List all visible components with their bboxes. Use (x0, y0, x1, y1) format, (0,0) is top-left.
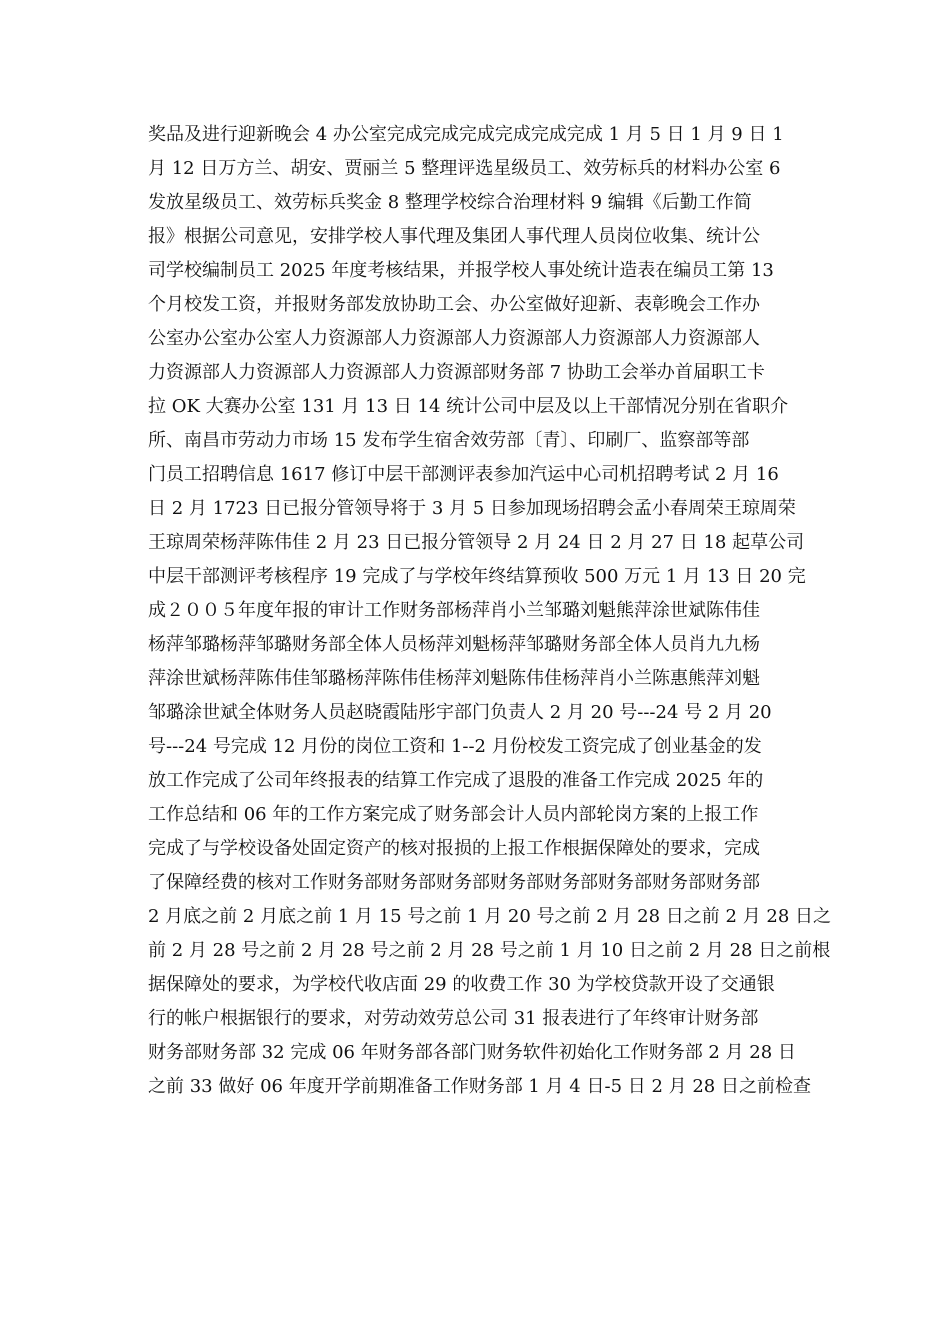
text-line: 杨萍邹璐杨萍邹璐财务部全体人员杨萍刘魁杨萍邹璐财务部全体人员肖九九杨 (148, 634, 760, 655)
text-line: 司学校编制员工 2025 年度考核结果，并报学校人事处统计造表在编员工第 13 (148, 260, 774, 281)
text-line: 号---24 号完成 12 月份的岗位工资和 1--2 月份校发工资完成了创业基金的发 (148, 736, 762, 757)
text-line: 王琼周荣杨萍陈伟佳 2 月 23 日已报分管领导 2 月 24 日 2 月 27 日 18 起草公司 (148, 532, 805, 553)
text-line: 放工作完成了公司年终报表的结算工作完成了退股的准备工作完成 2025 年的 (148, 770, 764, 791)
text-line: 报》根据公司意见，安排学校人事代理及集团人事代理人员岗位收集、统计公 (148, 226, 760, 247)
text-line: 工作总结和 06 年的工作方案完成了财务部会计人员内部轮岗方案的上报工作 (148, 804, 759, 825)
text-line: 所、南昌市劳动力市场 15 发布学生宿舍效劳部〔青〕、印刷厂、监察部等部 (148, 430, 750, 451)
text-line: 月 12 日万方兰、胡安、贾丽兰 5 整理评选星级员工、效劳标兵的材料办公室 6 (148, 158, 781, 179)
text-line: 前 2 月 28 号之前 2 月 28 号之前 2 月 28 号之前 1 月 10 日之前 2 月 28 日之前根 (148, 940, 831, 961)
text-line: 力资源部人力资源部人力资源部人力资源部财务部 7 协助工会举办首届职工卡 (148, 362, 765, 383)
text-line: 门员工招聘信息 1617 修订中层干部测评表参加汽运中心司机招聘考试 2 月 16 (148, 464, 779, 485)
text-line: 邹璐涂世斌全体财务人员赵晓霞陆彤宇部门负责人 2 月 20 号---24 号 2 月 20 (148, 702, 772, 723)
text-line: 萍涂世斌杨萍陈伟佳邹璐杨萍陈伟佳杨萍刘魁陈伟佳杨萍肖小兰陈惠熊萍刘魁 (148, 668, 760, 689)
text-line: 公室办公室办公室人力资源部人力资源部人力资源部人力资源部人力资源部人 (148, 328, 760, 349)
text-line: 之前 33 做好 06 年度开学前期准备工作财务部 1 月 4 日-5 日 2 月 28 日之前检查 (148, 1076, 811, 1097)
text-line: 2 月底之前 2 月底之前 1 月 15 号之前 1 月 20 号之前 2 月 28 日之前 2 月 28 日之 (148, 906, 832, 927)
text-line: 个月校发工资，并报财务部发放协助工会、办公室做好迎新、表彰晚会工作办 (148, 294, 760, 315)
text-line: 财务部财务部 32 完成 06 年财务部各部门财务软件初始化工作财务部 2 月 28 日 (148, 1042, 796, 1063)
text-line: 成２００５年度年报的审计工作财务部杨萍肖小兰邹璐刘魁熊萍涂世斌陈伟佳 (148, 600, 760, 621)
text-line: 奖品及进行迎新晚会 4 办公室完成完成完成完成完成完成 1 月 5 日 1 月 9 日 1 (148, 124, 784, 145)
text-line: 据保障处的要求，为学校代收店面 29 的收费工作 30 为学校贷款开设了交通银 (148, 974, 775, 995)
text-line: 行的帐户根据银行的要求，对劳动效劳总公司 31 报表进行了年终审计财务部 (148, 1008, 759, 1029)
body-text (148, 118, 832, 1104)
text-line: 了保障经费的核对工作财务部财务部财务部财务部财务部财务部财务部财务部 (148, 872, 760, 893)
text-line: 完成了与学校设备处固定资产的核对报损的上报工作根据保障处的要求，完成 (148, 838, 760, 859)
text-line: 拉 OK 大赛办公室 131 月 13 日 14 统计公司中层及以上干部情况分别在省职介 (148, 396, 789, 417)
text-line: 中层干部测评考核程序 19 完成了与学校年终结算预收 500 万元 1 月 13 日 20 完 (148, 566, 806, 587)
text-line: 发放星级员工、效劳标兵奖金 8 整理学校综合治理材料 9 编辑《后勤工作简 (148, 192, 752, 213)
text-line: 日 2 月 1723 日已报分管领导将于 3 月 5 日参加现场招聘会孟小春周荣王琼周荣 (148, 498, 796, 519)
